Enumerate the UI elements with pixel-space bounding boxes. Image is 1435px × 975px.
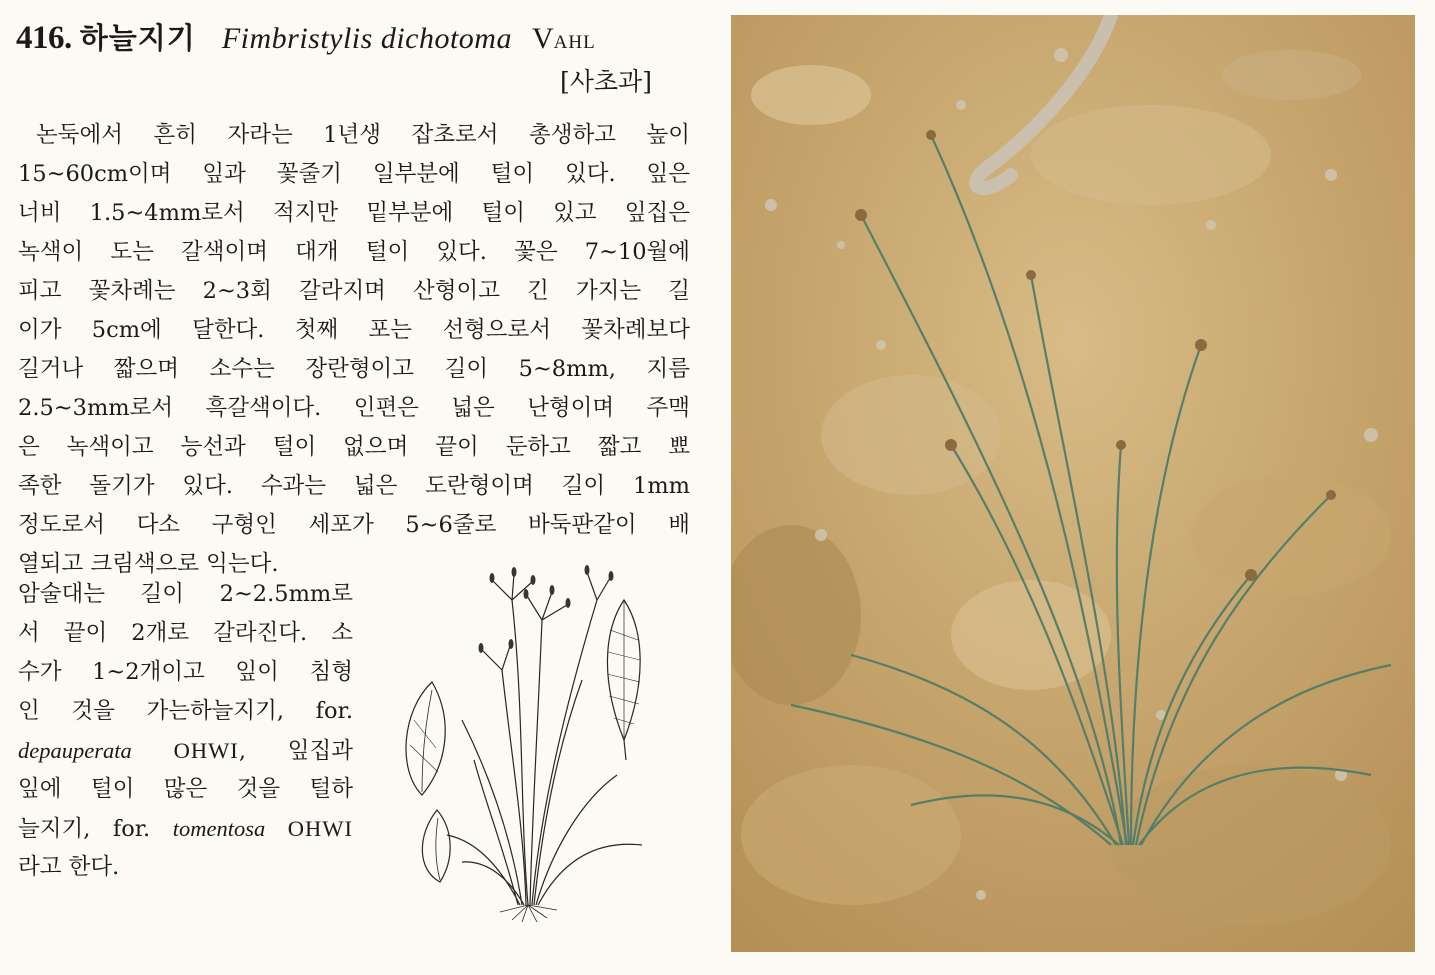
note-line: 잎에 털이 많은 것을 털하: [18, 776, 353, 802]
plant-photo: [731, 15, 1415, 952]
description-line: 피고 꽃차례는 2~3회 갈라지며 산형이고 긴 가지는 길: [18, 278, 690, 304]
description-line: 열되고 크림색으로 익는다.: [18, 551, 279, 577]
description-line: 너비 1.5~4mm로서 적지만 밑부분에 털이 있고 잎집은: [18, 200, 690, 226]
note-line: 인 것을 가는하늘지기, for.: [18, 698, 353, 724]
note-line: 암술대는 길이 2~2.5mm로: [18, 581, 353, 607]
description-line: 녹색이 도는 갈색이며 대개 털이 있다. 꽃은 7~10월에: [18, 239, 690, 265]
description-line: 2.5~3mm로서 흑갈색이다. 인편은 넓은 난형이며 주맥: [18, 395, 690, 421]
description-line: 이가 5cm에 달한다. 첫째 포는 선형으로서 꽃차례보다: [18, 317, 690, 343]
variant2-prefix: 늘지기, for.: [18, 816, 151, 842]
variant1-author: OHWI: [173, 738, 239, 763]
variant-notes: [18, 575, 353, 887]
photo-artwork: [731, 15, 1415, 952]
description-line: 논둑에서 흔히 자라는 1년생 잡초로서 총생하고 높이: [36, 122, 690, 148]
korean-name: 하늘지기: [79, 21, 196, 55]
author-initial: V: [531, 22, 554, 55]
entry-title: [16, 16, 656, 60]
description-line: 15~60cm이며 잎과 꽃줄기 일부분에 털이 있다. 잎은: [18, 161, 690, 187]
variant1-tail: , 잎집과: [238, 738, 353, 764]
note-line: 수가 1~2개이고 잎이 침형: [18, 659, 353, 685]
description-line: 은 녹색이고 능선과 털이 없으며 끝이 둔하고 짧고 뾰: [18, 434, 690, 460]
variant2-author: OHWI: [287, 816, 353, 841]
botanical-illustration: [392, 560, 677, 922]
note-line: [18, 809, 353, 848]
variant1-epithet: depauperata: [18, 738, 132, 763]
scientific-name: Fimbristylis dichotoma: [221, 22, 512, 55]
description-line: 길거나 짧으며 소수는 장란형이고 길이 5~8mm, 지름: [18, 356, 690, 382]
note-line: [18, 731, 353, 770]
note-line: 서 끝이 2개로 갈라진다. 소: [18, 620, 353, 646]
note-line: 라고 한다.: [18, 854, 120, 880]
description-line: 정도로서 다소 구형인 세포가 5~6줄로 바둑판같이 배: [18, 512, 690, 538]
description-text: [18, 116, 690, 584]
author-rest: AHL: [553, 32, 596, 53]
entry-number: 416.: [16, 20, 72, 56]
family-name: [사초과]: [560, 67, 652, 96]
description-line: 족한 돌기가 있다. 수과는 넓은 도란형이며 길이 1mm: [18, 473, 690, 499]
variant2-epithet: tomentosa: [172, 816, 266, 841]
